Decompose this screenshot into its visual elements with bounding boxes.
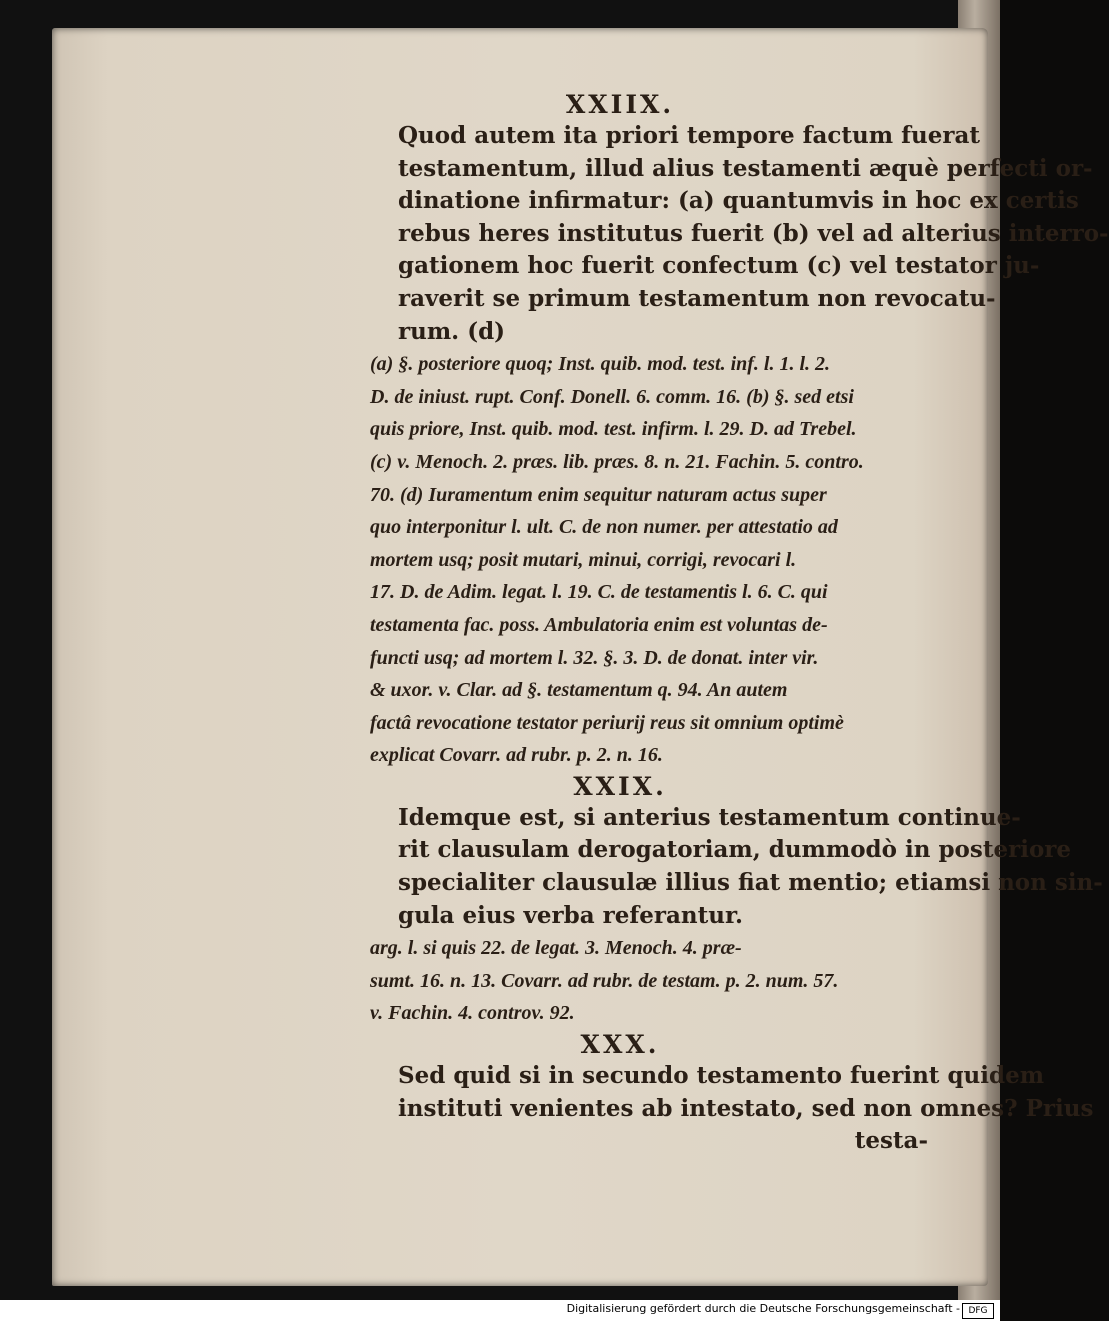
text-line: Quod autem ita priori tempore factum fuerat: [398, 122, 980, 149]
paragraph: [312, 802, 1103, 932]
text-line: gula eius verba referantur.: [398, 901, 743, 929]
note-line: sumt. 16. n. 13. Covarr. ad rubr. de testam. p. 2. num. 57.: [370, 969, 839, 992]
text-line: testamentum, illud alius testamenti æquè perfecti or-: [398, 154, 1093, 182]
note-line: (c) v. Menoch. 2. præs. lib. præs. 8. n. 21. Fachin. 5. contro.: [370, 450, 864, 473]
text-line: rit clausulam derogatoriam, dummodò in posteriore: [398, 836, 1072, 864]
note-line: factâ revocatione testator periurij reus sit omnium optimè: [370, 711, 844, 734]
text-line: Sed quid si in secundo testamento fuerint quidem: [398, 1062, 1045, 1090]
dfg-logo-icon: DFG: [962, 1303, 994, 1319]
footnotes: [312, 932, 928, 1030]
note-line: quo interponitur l. ult. C. de non numer. per attestatio ad: [370, 516, 838, 539]
text-line: instituti venientes ab intestato, sed non omnes? Prius: [398, 1094, 1094, 1122]
note-line: quis priore, Inst. quib. mod. test. infirm. l. 29. D. ad Trebel.: [370, 418, 857, 441]
note-line: v. Fachin. 4. controv. 92.: [370, 1002, 575, 1025]
note-line: testamenta fac. poss. Ambulatoria enim est voluntas de-: [370, 613, 828, 636]
text-line: specialiter clausulæ illius fiat mentio; etiamsi non sin-: [398, 869, 1103, 897]
text-line: rebus heres institutus fuerit (b) vel ad alterius interro-: [398, 219, 1109, 247]
text-line: raverit se primum testamentum non revocatu-: [398, 284, 996, 312]
text-line: gationem hoc fuerit confectum (c) vel testator ju-: [398, 252, 1040, 280]
catchword: testa-: [854, 1127, 928, 1155]
footnotes: [312, 348, 928, 772]
note-line: & uxor. v. Clar. ad §. testamentum q. 94. An autem: [370, 679, 788, 702]
note-line: 70. (d) Iuramentum enim sequitur naturam actus super: [370, 483, 827, 506]
note-line: explicat Covarr. ad rubr. p. 2. n. 16.: [370, 744, 663, 767]
note-line: 17. D. de Adim. legat. l. 19. C. de testamentis l. 6. C. qui: [370, 581, 828, 604]
funding-credit: Digitalisierung gefördert durch die Deutsche Forschungsgemeinschaft -: [566, 1302, 960, 1315]
note-line: (a) §. posteriore quoq; Inst. quib. mod. test. inf. l. 1. l. 2.: [370, 353, 831, 376]
text-line: Idemque est, si anterius testamentum continue-: [398, 803, 1021, 831]
paragraph: [312, 120, 1109, 348]
note-line: D. de iniust. rupt. Conf. Donell. 6. comm. 16. (b) §. sed etsi: [370, 385, 854, 408]
paragraph: [312, 1060, 1094, 1158]
section-heading: XXIIX.: [565, 90, 675, 119]
note-line: functi usq; ad mortem l. 32. §. 3. D. de donat. inter vir.: [370, 646, 819, 669]
note-line: arg. l. si quis 22. de legat. 3. Menoch. 4. præ-: [370, 937, 742, 960]
footer-bar: [0, 1300, 1000, 1321]
section-heading: XXIX.: [573, 771, 667, 801]
text-line: rum. (d): [398, 317, 506, 345]
page-text: [312, 90, 1109, 1158]
section-heading: XXX.: [580, 1030, 660, 1060]
note-line: mortem usq; posit mutari, minui, corrigi, revocari l.: [370, 548, 797, 571]
text-line: dinatione infirmatur: (a) quantumvis in hoc ex certis: [398, 187, 1079, 215]
